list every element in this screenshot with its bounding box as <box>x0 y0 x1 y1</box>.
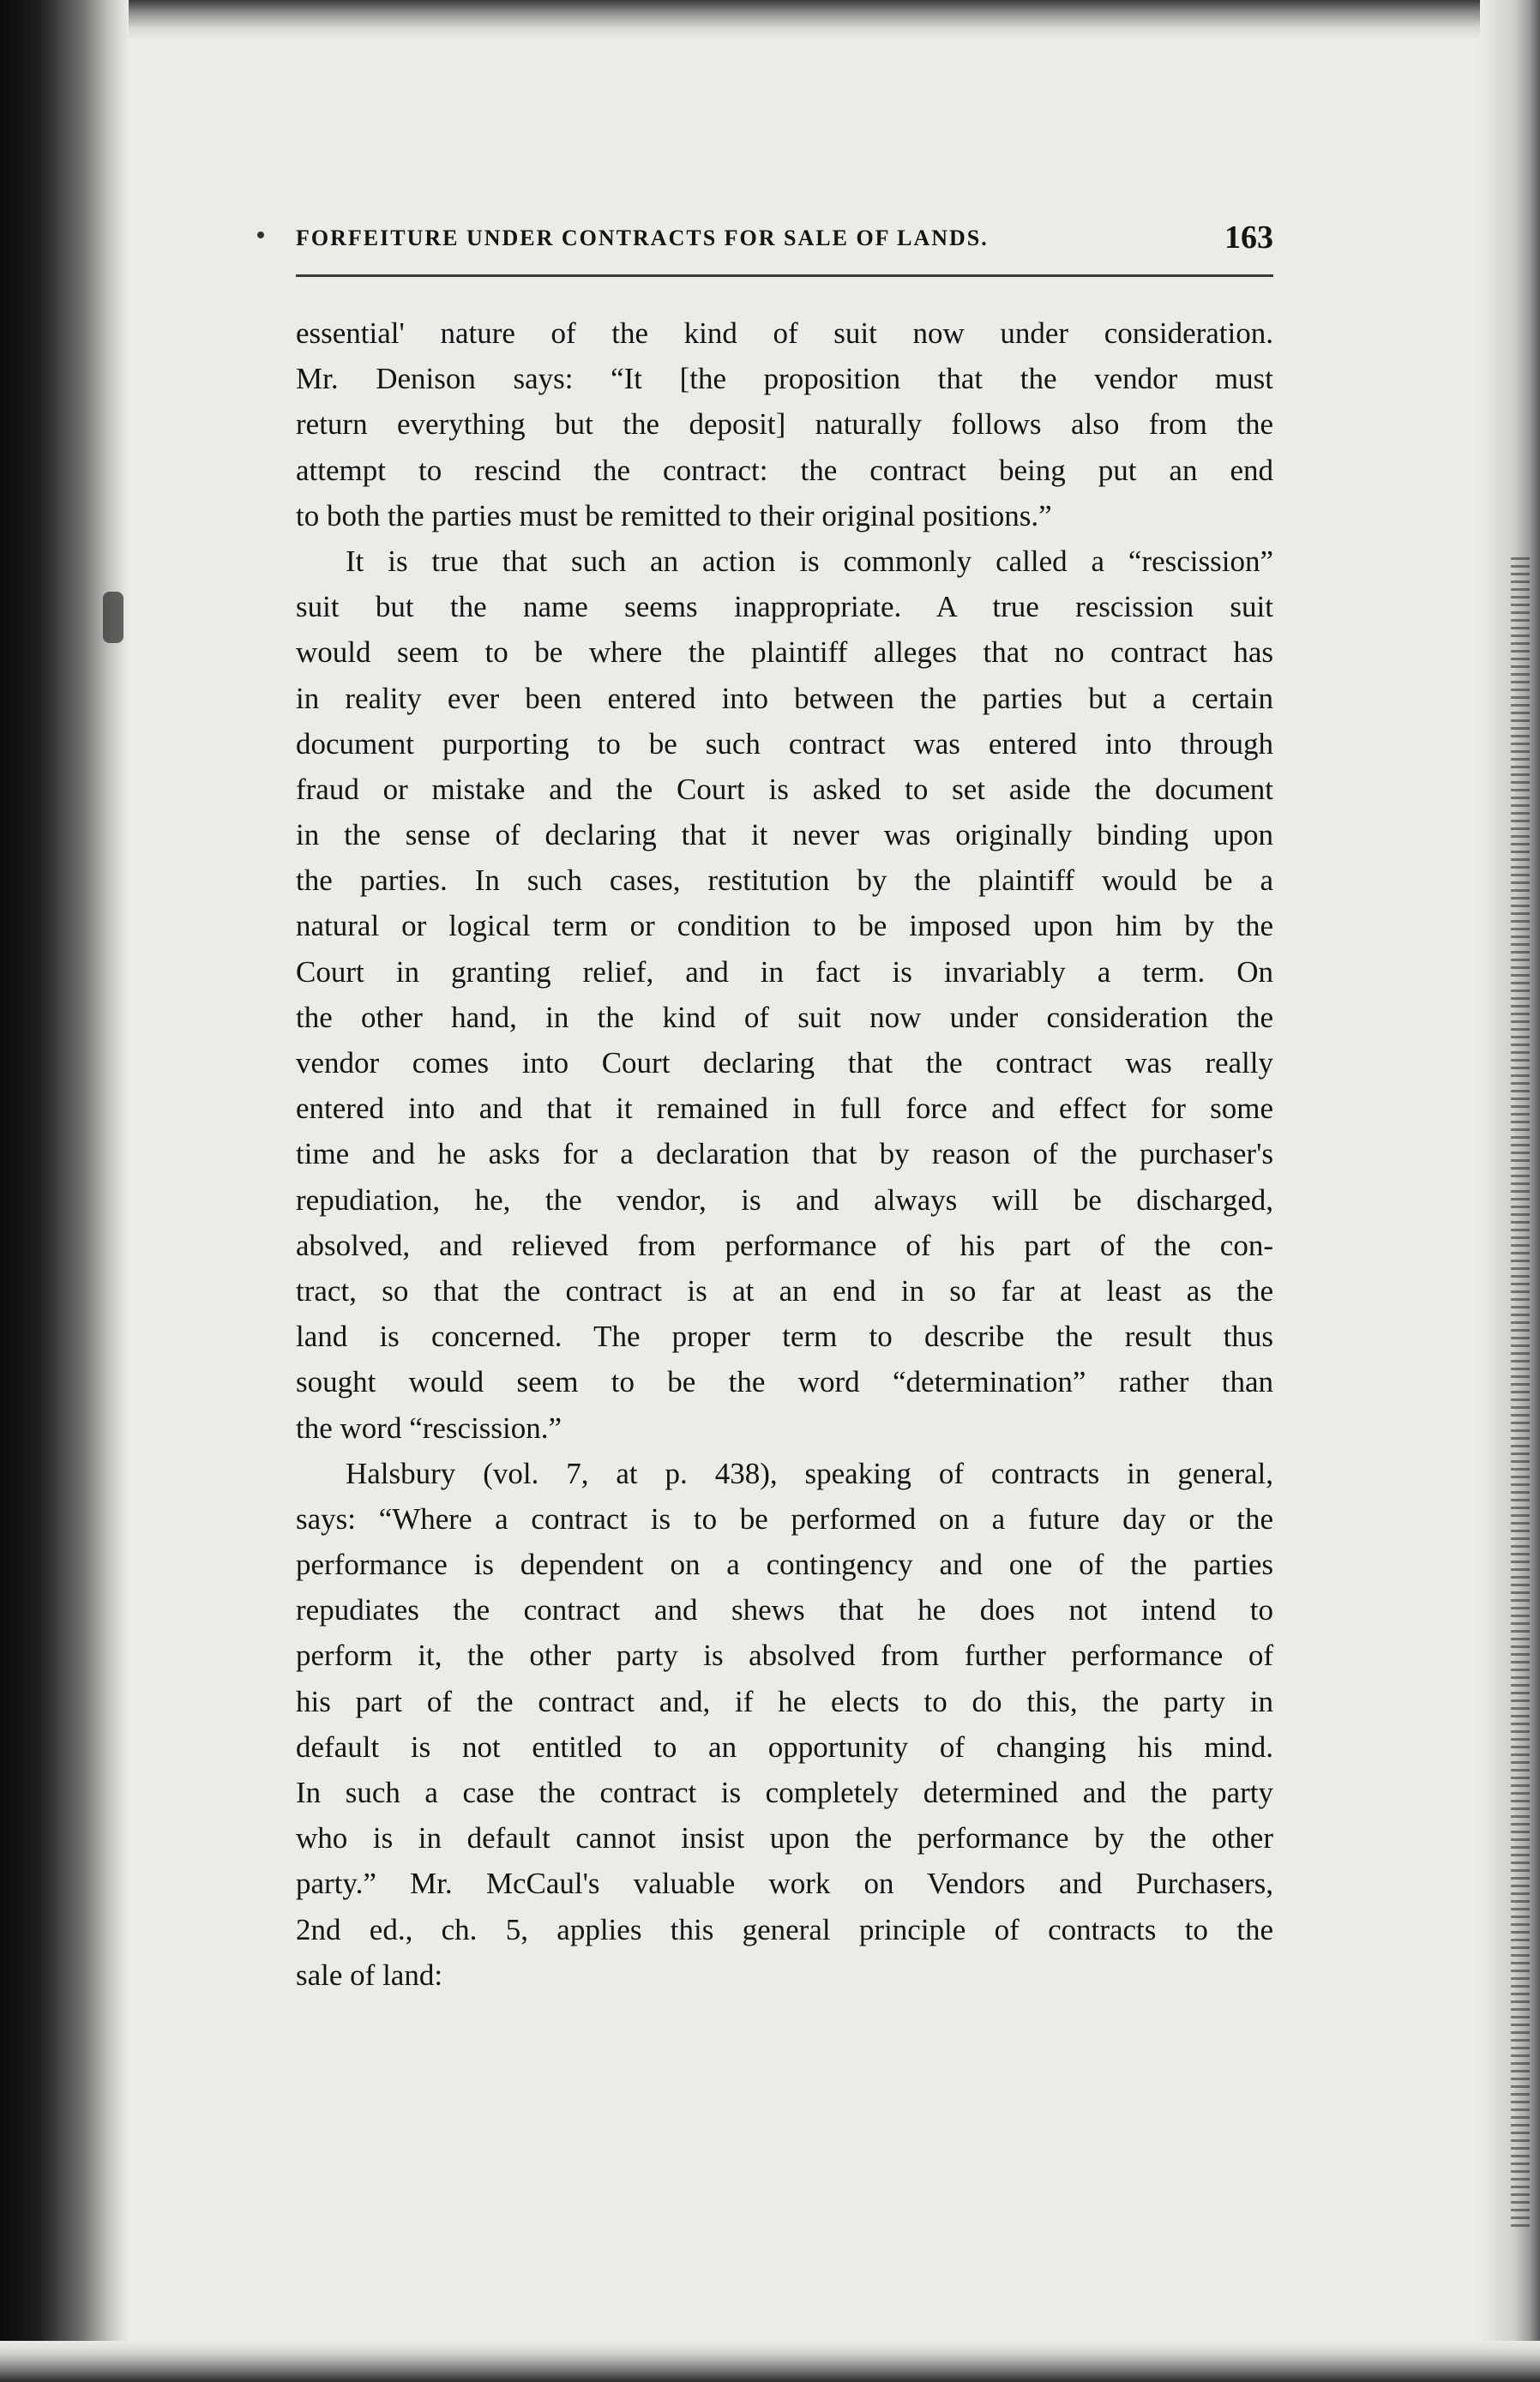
text-line: In such a case the contract is completely determined and the party <box>296 1776 1273 1809</box>
text-line: essential' nature of the kind of suit now under consideration. <box>296 316 1273 350</box>
text-line: sale of land: <box>296 1958 443 1992</box>
text-line: to both the parties must be remitted to their original positions.” <box>296 498 1052 532</box>
text-line: time and he asks for a declaration that by reason of the purchaser's <box>296 1137 1273 1171</box>
text-line: repudiates the contract and shews that he does not intend to <box>296 1593 1273 1627</box>
header-rule <box>296 274 1273 277</box>
text-line: land is concerned. The proper term to describe the result thus <box>296 1320 1273 1354</box>
text-line: suit but the name seems inappropriate. A true rescission suit <box>296 590 1273 624</box>
scan-edge-bottom <box>0 2341 1540 2382</box>
running-head-title: FORFEITURE UNDER CONTRACTS FOR SALE OF LANDS. <box>296 226 989 250</box>
text-line: in the sense of declaring that it never was originally binding upon <box>296 818 1273 852</box>
text-line: says: “Where a contract is to be performed on a future day or the <box>296 1501 1273 1536</box>
text-line: Mr. Denison says: “It [the proposition that the vendor must <box>296 362 1273 396</box>
text-line: 2nd ed., ch. 5, applies this general principle of contracts to the <box>296 1912 1273 1946</box>
text-line: sought would seem to be the word “determination” rather than <box>296 1365 1273 1399</box>
text-line: return everything but the deposit] naturally follows also from the <box>296 407 1273 442</box>
scan-edge-right <box>1480 0 1540 2382</box>
text-line: in reality ever been entered into between the parties but a certain <box>296 681 1273 715</box>
text-line: would seem to be where the plaintiff alleges that no contract has <box>296 635 1273 670</box>
text-line: vendor comes into Court declaring that the contract was really <box>296 1046 1273 1080</box>
text-line: attempt to rescind the contract: the contract being put an end <box>296 453 1273 487</box>
scan-blot <box>103 592 123 643</box>
text-line: performance is dependent on a contingency and one of the parties <box>296 1548 1273 1582</box>
scan-edge-top <box>0 0 1540 39</box>
text-line: who is in default cannot insist upon the performance by the other <box>296 1821 1273 1856</box>
text-line: repudiation, he, the vendor, is and always will be discharged, <box>296 1182 1273 1217</box>
text-line: absolved, and relieved from performance of his part of the con- <box>296 1228 1273 1262</box>
text-line: tract, so that the contract is at an end in so far at least as the <box>296 1273 1273 1308</box>
text-line: entered into and that it remained in full force and effect for some <box>296 1092 1273 1126</box>
text-line: party.” Mr. McCaul's valuable work on Vendors and Purchasers, <box>296 1867 1273 1901</box>
scan-edge-texture <box>1511 557 1530 2229</box>
page-number: 163 <box>1224 220 1273 256</box>
text-line: It is true that such an action is commonly called a “rescission” <box>346 544 1273 578</box>
text-line: default is not entitled to an opportunity of changing his mind. <box>296 1729 1273 1764</box>
running-head <box>296 219 1273 262</box>
text-line: fraud or mistake and the Court is asked to set aside the document <box>296 772 1273 806</box>
text-line: natural or logical term or condition to be imposed upon him by the <box>296 909 1273 943</box>
text-line: document purporting to be such contract was entered into through <box>296 726 1273 761</box>
text-line: Halsbury (vol. 7, at p. 438), speaking of contracts in general, <box>346 1456 1273 1490</box>
text-line: the parties. In such cases, restitution by the plaintiff would be a <box>296 863 1273 898</box>
text-line: Court in granting relief, and in fact is invariably a term. On <box>296 954 1273 989</box>
body-text <box>296 310 1273 1998</box>
text-line: perform it, the other party is absolved from further performance of <box>296 1639 1273 1673</box>
scan-edge-left <box>0 0 129 2382</box>
running-head-dot <box>257 232 264 238</box>
text-line: his part of the contract and, if he elects to do this, the party in <box>296 1684 1273 1718</box>
text-line: the other hand, in the kind of suit now under consideration the <box>296 1000 1273 1034</box>
text-line: the word “rescission.” <box>296 1411 562 1445</box>
